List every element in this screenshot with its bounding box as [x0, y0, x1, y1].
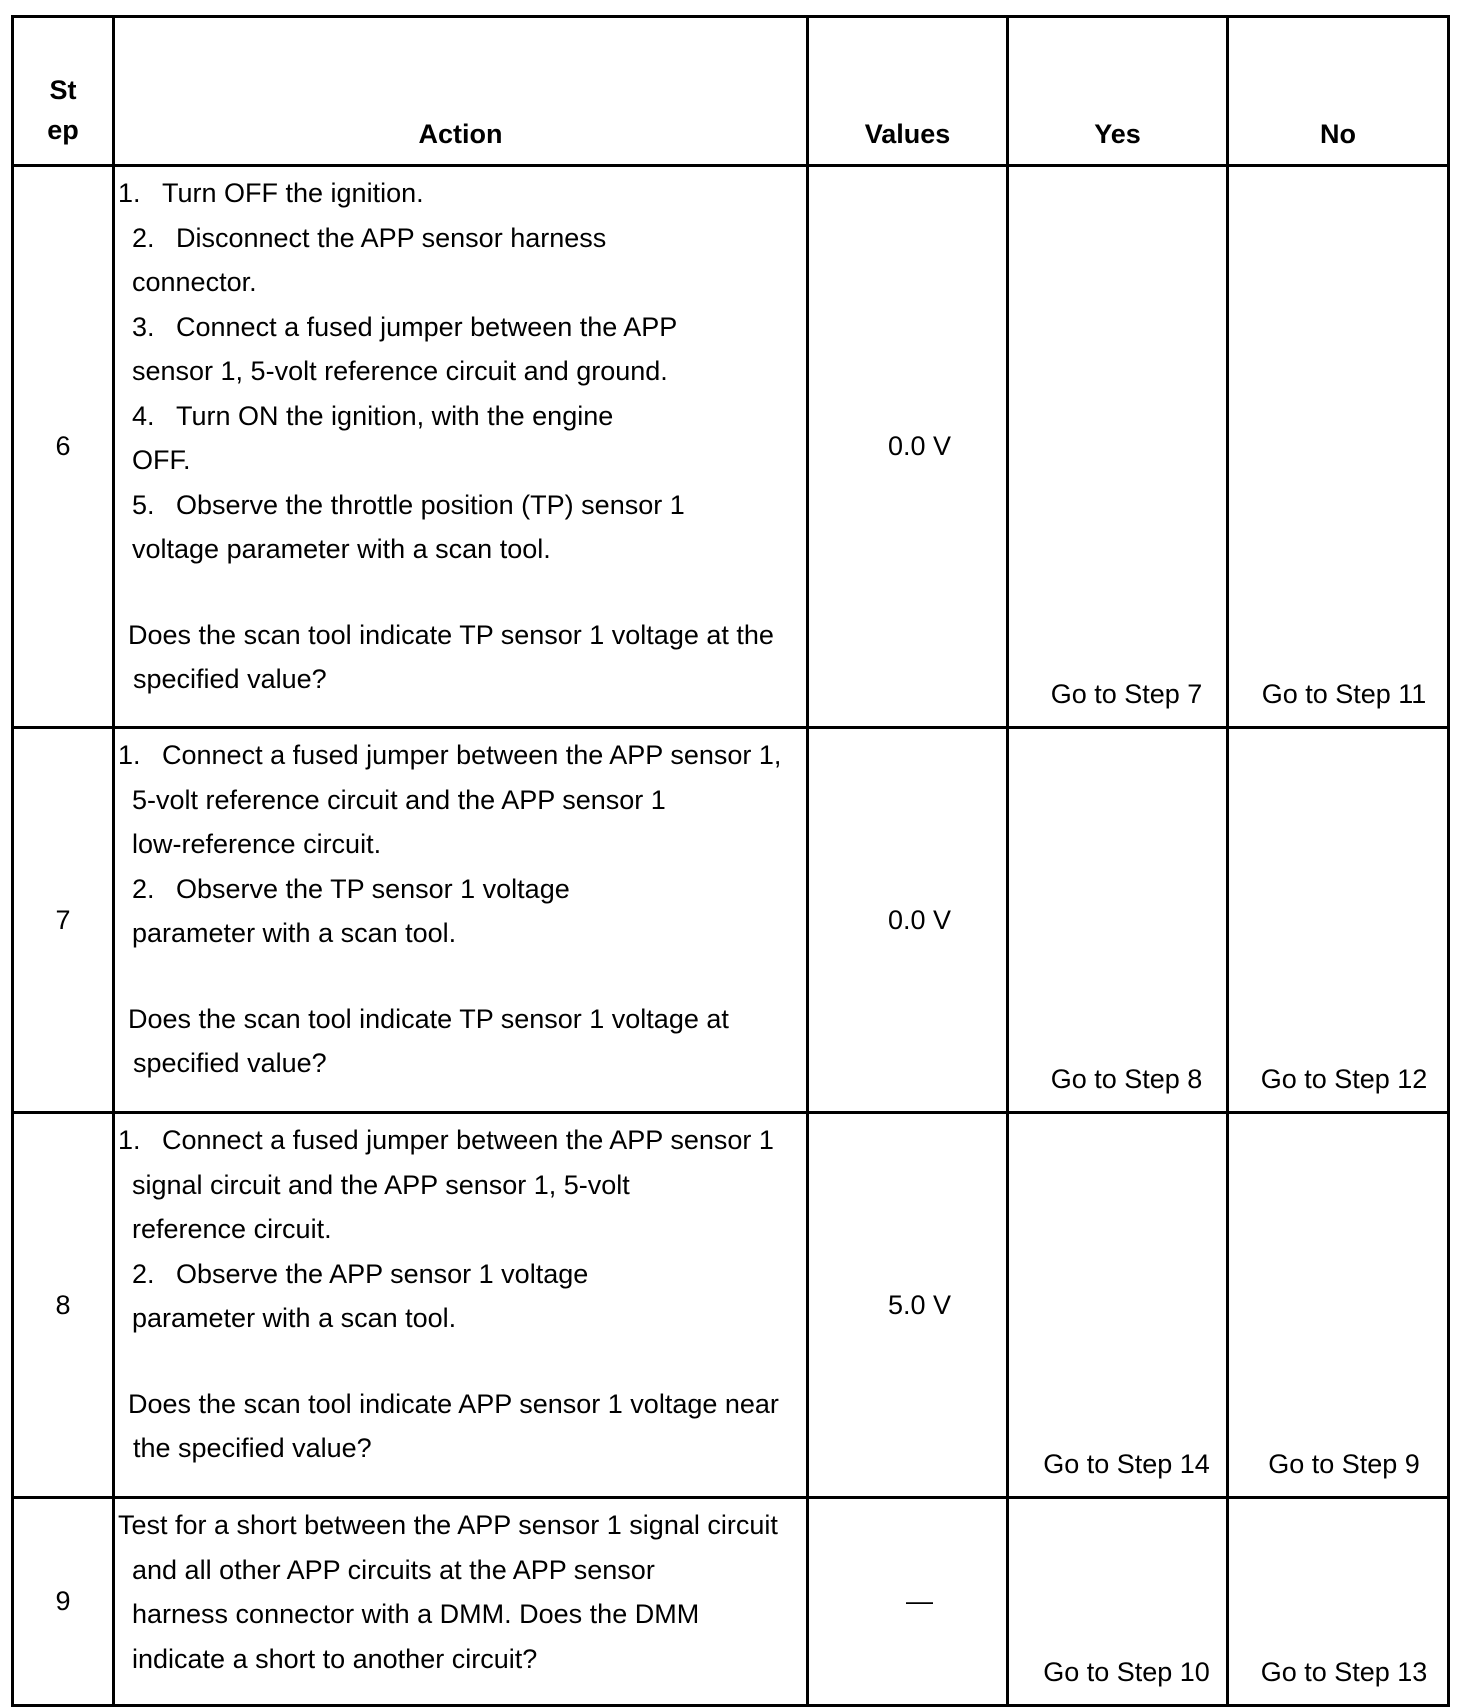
- action-line: Test for a short between the APP sensor 1 signal circuit: [118, 1510, 778, 1540]
- action-line: and all other APP circuits at the APP sensor: [132, 1554, 655, 1585]
- action-line: 3. Connect a fused jumper between the APP: [132, 311, 678, 342]
- action-line: voltage parameter with a scan tool.: [132, 534, 551, 564]
- action-line: 1. Turn OFF the ignition.: [118, 178, 424, 208]
- action-line: 5-volt reference circuit and the APP sensor 1: [132, 784, 666, 815]
- no-cell: Go to Step 12: [1228, 728, 1449, 1113]
- action-cell: [114, 1113, 808, 1498]
- action-line: 1. Connect a fused jumper between the APP sensor 1: [118, 1125, 774, 1155]
- action-line: reference circuit.: [132, 1214, 332, 1244]
- step-number: 8: [13, 1113, 114, 1498]
- no-cell: Go to Step 13: [1228, 1498, 1449, 1706]
- yes-cell: Go to Step 14: [1008, 1113, 1228, 1498]
- step-number: 7: [13, 728, 114, 1113]
- action-line: indicate a short to another circuit?: [132, 1643, 538, 1674]
- step-number: 6: [13, 166, 114, 728]
- table-row: [13, 166, 1449, 728]
- action-question: Does the scan tool indicate TP sensor 1 voltage at specified value?: [128, 1003, 729, 1078]
- action-line: parameter with a scan tool.: [132, 1303, 457, 1333]
- step-number: 9: [13, 1498, 114, 1706]
- action-question: Does the scan tool indicate APP sensor 1 voltage near the specified value?: [128, 1388, 779, 1463]
- action-line: 5. Observe the throttle position (TP) sensor 1: [132, 489, 685, 520]
- action-cell: [114, 166, 808, 728]
- table-row: [13, 1498, 1449, 1706]
- value-cell: 0.0 V: [808, 728, 1008, 1113]
- yes-cell: Go to Step 8: [1008, 728, 1228, 1113]
- header-step: St ep: [13, 17, 114, 166]
- action-cell: [114, 1498, 808, 1706]
- value-cell: —: [808, 1498, 1008, 1706]
- header-yes: Yes: [1008, 17, 1228, 166]
- action-line: low-reference circuit.: [132, 829, 382, 859]
- header-row: [13, 17, 1449, 166]
- table-row: [13, 728, 1449, 1113]
- header-action: Action: [114, 17, 808, 166]
- action-line: 2. Disconnect the APP sensor harness: [132, 222, 607, 253]
- diagnostic-table: [11, 15, 1450, 1707]
- value-cell: 0.0 V: [808, 166, 1008, 728]
- action-line: 1. Connect a fused jumper between the APP sensor 1,: [118, 740, 782, 770]
- value-cell: 5.0 V: [808, 1113, 1008, 1498]
- action-line: sensor 1, 5-volt reference circuit and ground.: [132, 356, 668, 386]
- action-line: OFF.: [132, 445, 191, 475]
- table-row: [13, 1113, 1449, 1498]
- action-line: 2. Observe the TP sensor 1 voltage: [132, 873, 570, 904]
- no-cell: Go to Step 9: [1228, 1113, 1449, 1498]
- action-line: harness connector with a DMM. Does the DMM: [132, 1599, 700, 1629]
- action-line: signal circuit and the APP sensor 1, 5-volt: [132, 1169, 630, 1200]
- action-line: 2. Observe the APP sensor 1 voltage: [132, 1258, 589, 1289]
- yes-cell: Go to Step 10: [1008, 1498, 1228, 1706]
- action-line: parameter with a scan tool.: [132, 918, 457, 948]
- yes-cell: Go to Step 7: [1008, 166, 1228, 728]
- action-question: Does the scan tool indicate TP sensor 1 voltage at the specified value?: [128, 619, 774, 694]
- no-cell: Go to Step 11: [1228, 166, 1449, 728]
- action-line: 4. Turn ON the ignition, with the engine: [132, 400, 614, 431]
- action-cell: [114, 728, 808, 1113]
- header-values: Values: [808, 17, 1008, 166]
- action-line: connector.: [132, 267, 257, 297]
- header-no: No: [1228, 17, 1449, 166]
